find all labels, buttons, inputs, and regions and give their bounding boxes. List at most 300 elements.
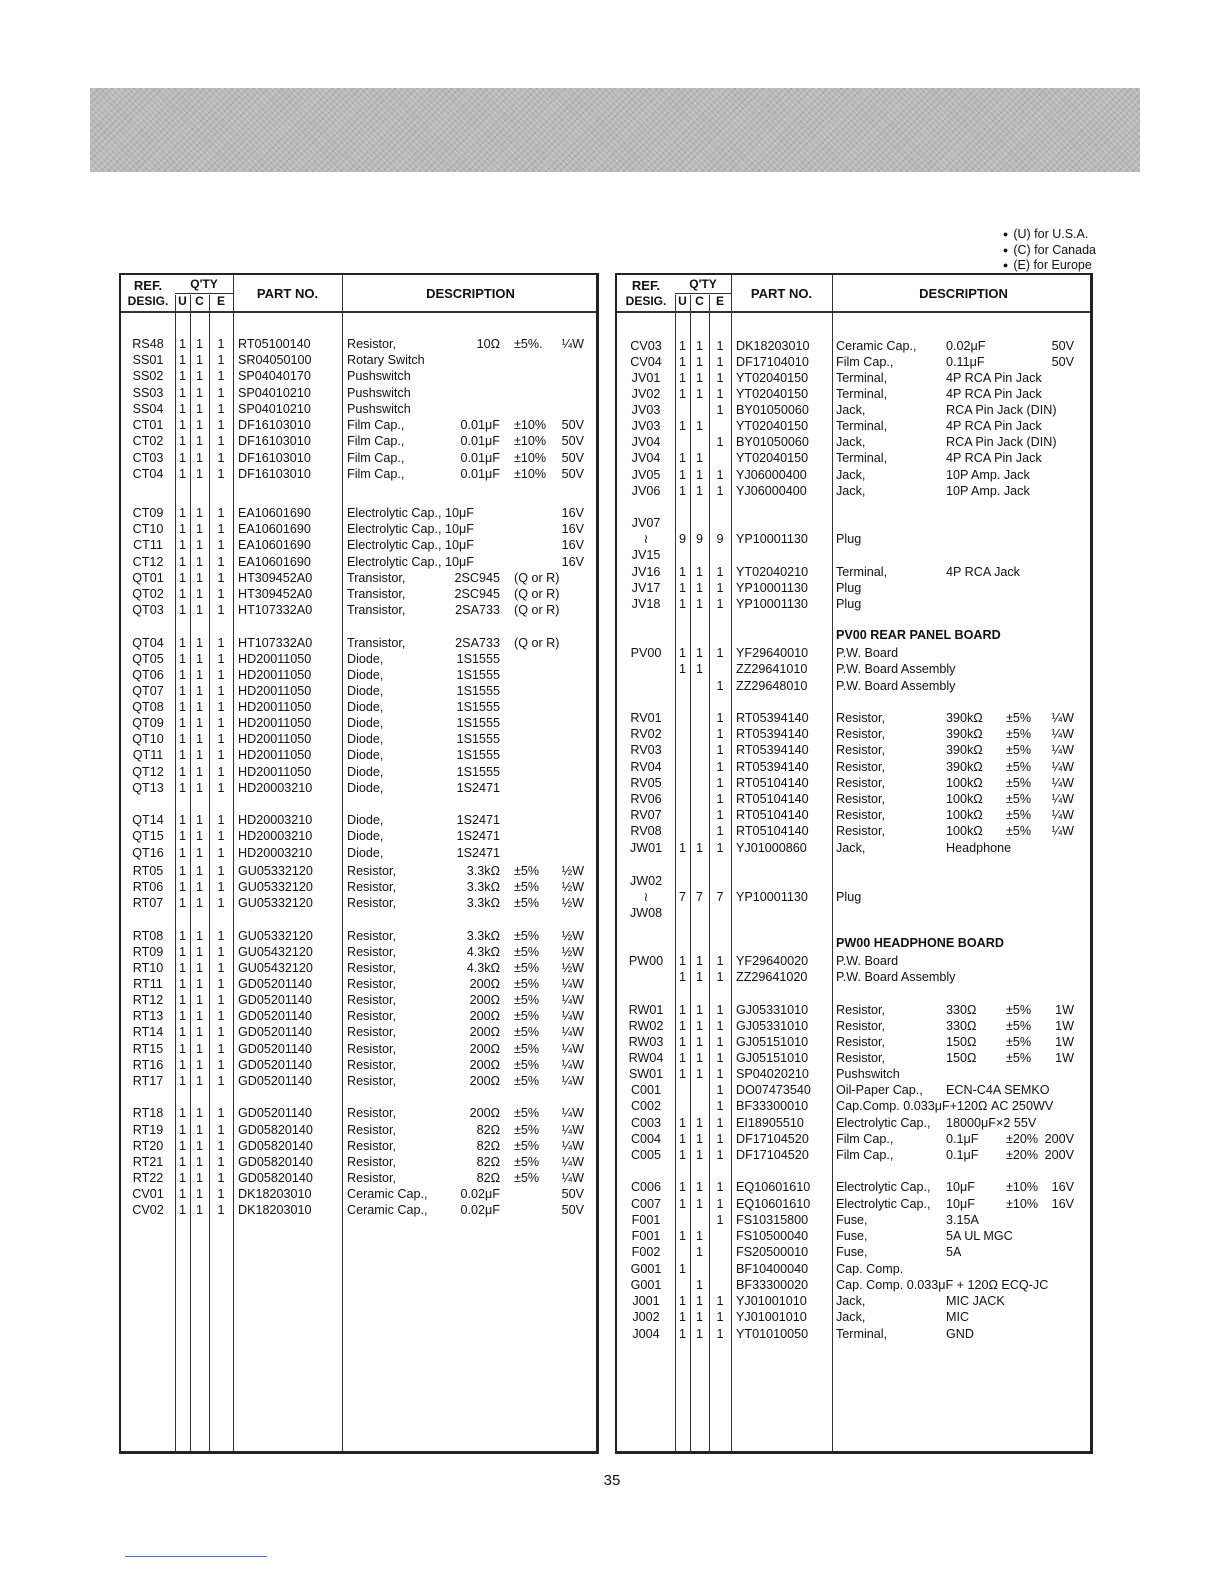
ref-designator: QT08 [132, 700, 164, 714]
part-number: GD05820140 [238, 1155, 313, 1169]
section-heading: PV00 REAR PANEL BOARD [836, 628, 1001, 642]
description-type: Diode, [347, 700, 384, 714]
part-number: SP04010210 [238, 386, 311, 400]
qty-europe: 1 [217, 668, 225, 682]
qty-usa: 9 [678, 532, 686, 546]
table-row [121, 368, 596, 384]
parts-table-left [119, 273, 599, 1454]
ref-designator: RV05 [630, 776, 662, 790]
ref-designator: QT03 [132, 603, 164, 617]
description-value: ECN-C4A SEMKO [946, 1083, 1050, 1097]
table-row [617, 418, 1090, 434]
qty-canada: 1 [195, 993, 203, 1007]
table-row [617, 1309, 1090, 1325]
ref-designator: JV16 [631, 565, 661, 579]
table-row [121, 554, 596, 570]
table-row [617, 370, 1090, 386]
description-type: Transistor, [347, 603, 406, 617]
qty-usa: 1 [678, 419, 686, 433]
qty-canada: 1 [695, 970, 703, 984]
table-row [617, 596, 1090, 612]
qty-usa: 1 [178, 522, 186, 536]
description-value: 390kΩ [946, 711, 983, 725]
description-rating: ¼W [1051, 792, 1074, 806]
qty-usa: 1 [178, 451, 186, 465]
ref-designator: QT11 [132, 748, 164, 762]
table-row [617, 710, 1090, 726]
description-type: Diode, [347, 765, 384, 779]
qty-europe: 1 [716, 1180, 724, 1194]
description-type: Electrolytic Cap., 10μF [347, 506, 474, 520]
qty-usa: 1 [178, 636, 186, 650]
qty-usa: 1 [678, 355, 686, 369]
part-number: HD20011050 [238, 716, 312, 730]
description-type: Resistor, [347, 961, 396, 975]
part-number: GD05201140 [238, 1058, 312, 1072]
qty-europe: 1 [217, 945, 225, 959]
qty-canada: 1 [695, 371, 703, 385]
description-type: Resistor, [347, 993, 396, 1007]
description-type: Resistor, [836, 1003, 885, 1017]
description-value: 100kΩ [946, 776, 983, 790]
qty-europe: 1 [716, 1132, 724, 1146]
ref-designator: CV03 [630, 339, 662, 353]
description-type: Resistor, [836, 1019, 885, 1033]
ref-designator: JV04 [631, 435, 661, 449]
table-row [617, 1228, 1090, 1244]
description-value: 0.01μF [460, 418, 500, 432]
ref-designator: QT16 [132, 846, 164, 860]
description-value: 200Ω [469, 993, 500, 1007]
description-type: Electrolytic Cap., 10μF [347, 538, 474, 552]
header-ref: REF. [631, 278, 661, 293]
description-type: Diode, [347, 829, 384, 843]
qty-canada: 1 [195, 1171, 203, 1185]
description-value: 100kΩ [946, 824, 983, 838]
qty-canada: 1 [195, 1203, 203, 1217]
table-row [121, 1122, 596, 1138]
ref-designator: C003 [630, 1116, 662, 1130]
table-row [617, 386, 1090, 402]
description-tolerance: ±5% [514, 1058, 540, 1072]
part-number: DO07473540 [736, 1083, 811, 1097]
range-ref-tilde [617, 889, 1090, 905]
qty-usa: 1 [678, 662, 686, 676]
part-number: GD05201140 [238, 1074, 312, 1088]
part-number: YT01010050 [736, 1327, 809, 1341]
ref-designator: RT20 [132, 1139, 164, 1153]
ref-designator: ≀ [643, 532, 649, 546]
ref-designator: RT14 [132, 1025, 164, 1039]
part-number: RT05394140 [736, 711, 809, 725]
qty-europe: 1 [716, 1067, 724, 1081]
table-row [121, 1008, 596, 1024]
description-type: Resistor, [347, 1155, 396, 1169]
qty-canada: 1 [195, 451, 203, 465]
qty-usa: 1 [178, 700, 186, 714]
description-value: 4P RCA Jack [946, 565, 1020, 579]
description-rating: ¼W [1051, 824, 1074, 838]
description-value: 82Ω [476, 1139, 500, 1153]
table-row [121, 747, 596, 763]
qty-europe: 1 [217, 1025, 225, 1039]
ref-designator: RV07 [630, 808, 662, 822]
description-type: Cap. Comp. [836, 1262, 904, 1276]
qty-usa: 1 [178, 732, 186, 746]
qty-europe: 1 [716, 970, 724, 984]
part-number: YJ06000400 [736, 484, 807, 498]
qty-europe: 1 [217, 1042, 225, 1056]
qty-usa: 1 [678, 484, 686, 498]
ref-designator: JV06 [631, 484, 661, 498]
ref-designator: QT15 [132, 829, 164, 843]
description-rating: 50V [1051, 339, 1074, 353]
qty-canada: 1 [695, 1019, 703, 1033]
description-value: 200Ω [469, 1042, 500, 1056]
ref-designator: J002 [632, 1310, 660, 1324]
description-tolerance: ±5% [514, 961, 540, 975]
description-rating: ¼W [561, 1171, 584, 1185]
qty-usa: 1 [178, 587, 186, 601]
table-row [617, 1147, 1090, 1163]
part-number: DK18203010 [238, 1187, 312, 1201]
table-row [617, 1293, 1090, 1309]
description-value: 1S2471 [456, 781, 500, 795]
description-tolerance: ±5% [514, 1155, 540, 1169]
ref-designator: RT06 [132, 880, 164, 894]
description-value: 3.3kΩ [466, 929, 500, 943]
part-number: DF16103010 [238, 467, 311, 481]
description-value: 4P RCA Pin Jack [946, 371, 1042, 385]
qty-usa: 7 [678, 890, 686, 904]
header-description: DESCRIPTION [919, 286, 1008, 301]
description-rating: ¼W [1051, 760, 1074, 774]
ref-designator: QT06 [132, 668, 164, 682]
qty-canada: 1 [195, 652, 203, 666]
description-type: Jack, [836, 841, 866, 855]
qty-usa: 1 [678, 339, 686, 353]
part-number: HD20003210 [238, 829, 313, 843]
description-rating: ¼W [561, 1042, 584, 1056]
description-value: 390kΩ [946, 727, 983, 741]
table-row [617, 467, 1090, 483]
description-rating: ¼W [561, 1025, 584, 1039]
qty-canada: 1 [195, 636, 203, 650]
qty-canada: 1 [695, 581, 703, 595]
ref-designator: RT11 [133, 977, 163, 991]
ref-designator: F001 [631, 1229, 661, 1243]
description-type: Jack, [836, 403, 866, 417]
part-number: GD05201140 [238, 993, 312, 1007]
table-row [121, 879, 596, 895]
description-rating: ½W [561, 896, 584, 910]
table-row [121, 570, 596, 586]
qty-canada: 1 [695, 419, 703, 433]
table-row [121, 944, 596, 960]
page-number: 35 [603, 1472, 621, 1489]
description-rating: ½W [561, 945, 584, 959]
part-number: GD05201140 [238, 1042, 312, 1056]
description-tolerance: ±5% [1006, 727, 1032, 741]
qty-europe: 1 [716, 1019, 724, 1033]
table-row [121, 845, 596, 861]
description-type: Resistor, [347, 1123, 396, 1137]
ref-designator: JW08 [629, 906, 663, 920]
qty-canada: 1 [695, 451, 703, 465]
description-rating: ¼W [561, 337, 584, 351]
qty-canada: 1 [195, 467, 203, 481]
part-number: HT107332A0 [238, 636, 313, 650]
description-type: Resistor, [347, 864, 396, 878]
ref-designator: RT21 [132, 1155, 164, 1169]
part-number: EQ10601610 [736, 1197, 811, 1211]
part-number: GU05332120 [238, 880, 313, 894]
table-row [617, 1179, 1090, 1195]
ref-designator: JV07 [631, 516, 661, 530]
description-tolerance: ±5% [1006, 743, 1032, 757]
part-number: SP04040170 [238, 369, 311, 383]
table-row [617, 1066, 1090, 1082]
qty-canada: 1 [695, 954, 703, 968]
description-tolerance: ±5% [514, 1106, 540, 1120]
qty-europe: 1 [217, 652, 225, 666]
ref-designator: RT12 [132, 993, 164, 1007]
table-row [121, 1041, 596, 1057]
description-rating: ¼W [561, 993, 584, 1007]
ref-designator: C006 [630, 1180, 662, 1194]
header-part-no: PART NO. [256, 286, 319, 301]
range-ref-top [617, 873, 1090, 889]
qty-europe: 1 [716, 711, 724, 725]
description-value: 0.11μF [946, 355, 985, 369]
qty-usa: 1 [178, 386, 186, 400]
qty-usa: 1 [178, 506, 186, 520]
description-type: Resistor, [347, 945, 396, 959]
description-value: 0.02μF [460, 1203, 500, 1217]
qty-usa: 1 [678, 387, 686, 401]
qty-canada: 1 [195, 668, 203, 682]
table-row [121, 1170, 596, 1186]
qty-canada: 1 [195, 353, 203, 367]
description-type: P.W. Board Assembly [836, 970, 956, 984]
description-type: Diode, [347, 781, 384, 795]
qty-canada: 1 [695, 1197, 703, 1211]
qty-canada: 1 [195, 337, 203, 351]
ref-designator: RT05 [132, 864, 164, 878]
qty-usa: 1 [178, 880, 186, 894]
qty-usa: 1 [178, 864, 186, 878]
qty-usa: 1 [178, 1171, 186, 1185]
description-type: Resistor, [836, 792, 885, 806]
qty-usa: 1 [178, 716, 186, 730]
qty-canada: 9 [695, 532, 703, 546]
part-number: GD05820140 [238, 1171, 313, 1185]
qty-europe: 1 [217, 402, 225, 416]
ref-designator: CT12 [132, 555, 164, 569]
ref-designator: CV01 [132, 1187, 164, 1201]
table-row [617, 775, 1090, 791]
description-rating: 16V [561, 522, 584, 536]
qty-usa: 1 [178, 538, 186, 552]
qty-canada: 1 [195, 896, 203, 910]
part-number: HD20011050 [238, 652, 312, 666]
qty-europe: 1 [217, 434, 225, 448]
description-type: Oil-Paper Cap., [836, 1083, 923, 1097]
part-number: EA10601690 [238, 538, 311, 552]
part-number: HD20011050 [238, 765, 312, 779]
description-value: GND [946, 1327, 974, 1341]
qty-canada: 1 [195, 829, 203, 843]
qty-canada: 1 [195, 434, 203, 448]
qty-canada: 1 [195, 1009, 203, 1023]
qty-europe: 1 [217, 929, 225, 943]
qty-europe: 1 [217, 684, 225, 698]
description-type: Diode, [347, 813, 384, 827]
qty-usa: 1 [178, 1123, 186, 1137]
qty-canada: 1 [695, 484, 703, 498]
description-value: 18000μF×2 55V [946, 1116, 1037, 1130]
header-u: U [678, 294, 687, 308]
ref-designator: JV15 [631, 548, 661, 562]
table-row [121, 667, 596, 683]
description-type: Ceramic Cap., [347, 1187, 428, 1201]
qty-europe: 1 [217, 538, 225, 552]
description-value: 4P RCA Pin Jack [946, 451, 1042, 465]
table-row [617, 645, 1090, 661]
part-number: FS10500040 [736, 1229, 809, 1243]
description-tolerance: (Q or R) [514, 603, 560, 617]
table-row [121, 651, 596, 667]
description-type: Ceramic Cap., [836, 339, 917, 353]
part-number: RT05104140 [736, 808, 809, 822]
ref-designator: JV18 [631, 597, 661, 611]
description-tolerance: ±5% [514, 1139, 540, 1153]
description-type: Resistor, [836, 743, 885, 757]
ref-designator: RT18 [132, 1106, 164, 1120]
description-tolerance: ±5% [514, 864, 540, 878]
description-type: Film Cap., [347, 434, 405, 448]
part-number: YJ06000400 [736, 468, 807, 482]
qty-canada: 1 [695, 1294, 703, 1308]
table-row [121, 1024, 596, 1040]
description-value: 100kΩ [946, 792, 983, 806]
part-number: RT05394140 [736, 743, 809, 757]
qty-canada: 1 [195, 369, 203, 383]
part-number: HT309452A0 [238, 587, 313, 601]
qty-canada: 1 [695, 646, 703, 660]
part-number: HD20011050 [238, 732, 312, 746]
description-value: 10Ω [476, 337, 500, 351]
part-number: ZZ29648010 [736, 679, 808, 693]
description-value: 4.3kΩ [466, 961, 500, 975]
description-value: 1S1555 [456, 765, 500, 779]
qty-canada: 1 [195, 1123, 203, 1137]
description-value: 82Ω [476, 1155, 500, 1169]
table-row [121, 417, 596, 433]
table-row [121, 764, 596, 780]
qty-usa: 1 [178, 1187, 186, 1201]
table-row [121, 450, 596, 466]
qty-usa: 1 [178, 434, 186, 448]
qty-europe: 1 [217, 700, 225, 714]
description-tolerance: ±5% [514, 1025, 540, 1039]
part-number: YT02040150 [736, 387, 809, 401]
description-type: P.W. Board [836, 954, 899, 968]
description-tolerance: ±5% [514, 1042, 540, 1056]
qty-usa: 1 [178, 467, 186, 481]
ref-designator: QT04 [132, 636, 164, 650]
description-rating: 200V [1044, 1132, 1074, 1146]
table-row [121, 812, 596, 828]
description-type: Pushswitch [836, 1067, 900, 1081]
qty-europe: 1 [716, 1310, 724, 1324]
description-value: 5A UL MGC [946, 1229, 1013, 1243]
part-number: RT05100140 [238, 337, 311, 351]
ref-designator: QT14 [132, 813, 164, 827]
description-value: 2SA733 [455, 603, 500, 617]
description-type: Film Cap., [347, 467, 405, 481]
ref-designator: QT01 [132, 571, 164, 585]
qty-usa: 1 [178, 1058, 186, 1072]
description-type: Ceramic Cap., [347, 1203, 428, 1217]
description-type: Resistor, [347, 880, 396, 894]
description-value: 200Ω [469, 1074, 500, 1088]
description-tolerance: ±5% [514, 896, 540, 910]
part-number: GD05201140 [238, 977, 312, 991]
qty-usa: 1 [178, 945, 186, 959]
ref-designator: ≀ [643, 890, 649, 904]
qty-usa: 1 [178, 652, 186, 666]
qty-europe: 1 [217, 369, 225, 383]
part-number: GJ05151010 [736, 1051, 809, 1065]
description-type: Electrolytic Cap., [836, 1180, 931, 1194]
qty-canada: 1 [695, 1035, 703, 1049]
ref-designator: RV04 [630, 760, 662, 774]
qty-europe: 1 [217, 571, 225, 585]
description-type: Resistor, [836, 824, 885, 838]
table-row [121, 385, 596, 401]
header-qty: Q'TY [190, 277, 218, 291]
description-value: 330Ω [946, 1019, 977, 1033]
description-tolerance: ±10% [514, 434, 547, 448]
qty-usa: 1 [178, 977, 186, 991]
description-rating: 50V [561, 1187, 584, 1201]
ref-designator: G001 [630, 1278, 662, 1292]
ref-designator: C001 [630, 1083, 662, 1097]
description-type: Film Cap., [347, 451, 405, 465]
header-e: E [715, 294, 724, 308]
description-value: 0.1μF [946, 1148, 979, 1162]
qty-europe: 1 [217, 781, 225, 795]
qty-canada: 1 [195, 945, 203, 959]
qty-canada: 1 [195, 522, 203, 536]
ref-designator: QT02 [132, 587, 164, 601]
qty-usa: 1 [678, 1116, 686, 1130]
description-rating: ¼W [561, 1106, 584, 1120]
part-number: GJ05331010 [736, 1019, 809, 1033]
ref-designator: CT09 [132, 506, 164, 520]
description-rating: ¼W [1051, 711, 1074, 725]
ref-designator: RT08 [132, 929, 164, 943]
qty-europe: 1 [716, 743, 724, 757]
description-value: 3.3kΩ [466, 896, 500, 910]
description-value: 2SC945 [454, 587, 500, 601]
description-value: 2SC945 [454, 571, 500, 585]
table-row [121, 586, 596, 602]
qty-usa: 1 [678, 468, 686, 482]
description-type: Pushswitch [347, 402, 411, 416]
ref-designator: RT22 [132, 1171, 164, 1185]
